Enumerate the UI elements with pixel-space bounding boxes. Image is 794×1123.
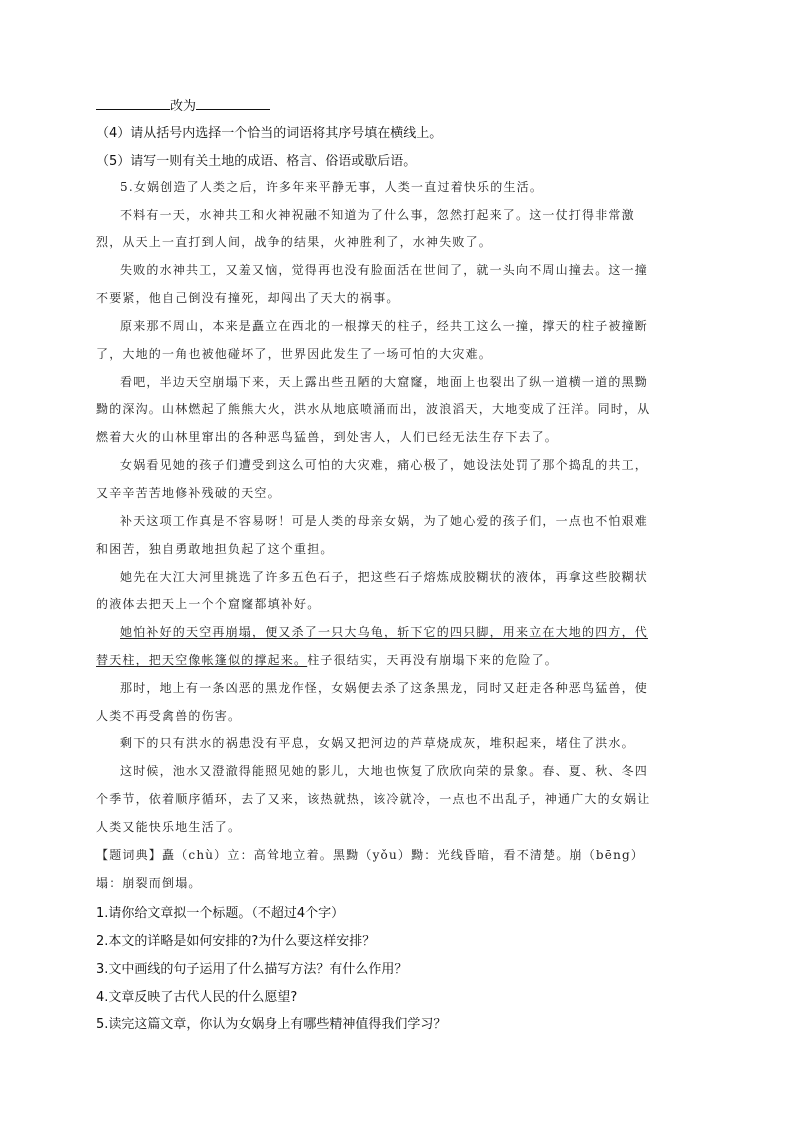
story-paragraph-3-line-2: 不要紧，他自己倒没有撞死，却闯出了天大的祸事。 xyxy=(96,291,400,305)
underlined-sentence-line-2: 替天柱，把天空像帐篷似的撑起来。 xyxy=(96,653,308,667)
story-paragraph-1: 5.女娲创造了人类之后，许多年来平静无事，人类一直过着快乐的生活。 xyxy=(120,180,544,194)
question-5-text: （5）请写一则有关土地的成语、格言、俗语或歇后语。 xyxy=(96,154,417,169)
story-paragraph-5-line-2: 黝的深沟。山林燃起了熊熊大火，洪水从地底喷涌而出，波浪滔天，大地变成了汪洋。同时，从 xyxy=(96,402,651,416)
story-paragraph-6-line-1: 女娲看见她的孩子们遭受到这么可怕的大灾难，痛心极了，她设法处罚了那个捣乱的共工， xyxy=(120,458,649,472)
question-2: 2.本文的详略是如何安排的?为什么要这样安排？ xyxy=(96,934,376,949)
story-paragraph-5-line-1: 看吧，半边天空崩塌下来，天上露出些丑陋的大窟窿，地面上也裂出了纵一道横一道的黑黝 xyxy=(120,375,649,389)
story-paragraph-10-line-1: 那时，地上有一条凶恶的黑龙作怪，女娲便去杀了这条黑龙，同时又赶走各种恶鸟猛兽，使 xyxy=(120,681,649,695)
question-1: 1.请你给文章拟一个标题。（不超过4个字） xyxy=(96,906,345,921)
story-paragraph-9-line-2 xyxy=(96,651,696,668)
story-paragraph-5-line-3: 燃着大火的山林里窜出的各种恶鸟猛兽，到处害人，人们已经无法生存下去了。 xyxy=(96,430,559,444)
story-paragraph-2-line-2: 烈，从天上一直打到人间，战争的结果，火神胜利了，水神失败了。 xyxy=(96,235,493,249)
story-paragraph-7-line-1: 补天这项工作真是不容易呀！可是人类的母亲女娲，为了她心爱的孩子们，一点也不怕艰难 xyxy=(120,514,649,528)
underlined-sentence-line-1: 她怕补好的天空再崩塌，便又杀了一只大乌龟，斩下它的四只脚，用来立在大地的四方，代 xyxy=(120,625,649,639)
question-3: 3.文中画线的句子运用了什么描写方法？有什么作用？ xyxy=(96,962,408,977)
change-to-label: 改为 xyxy=(170,99,197,114)
story-paragraph-12-line-1: 这时候，池水又澄澈得能照见她的影儿，大地也恢复了欣欣向荣的景象。春、夏、秋、冬四 xyxy=(120,764,649,778)
story-paragraph-6-line-2: 又辛辛苦苦地修补残破的天空。 xyxy=(96,486,281,500)
story-paragraph-12-line-2: 个季节，依着顺序循环，去了又来，该热就热，该冷就冷，一点也不出乱子，神通广大的女娲让 xyxy=(96,792,651,806)
question-5: 5.读完这篇文章，你认为女娲身上有哪些精神值得我们学习？ xyxy=(96,1017,447,1032)
rewrite-blank-line xyxy=(96,95,696,114)
story-paragraph-9-rest: 柱子很结实，天再没有崩塌下来的危险了。 xyxy=(307,653,559,667)
story-paragraph-8-line-2: 的液体去把天上一个个窟窿都填补好。 xyxy=(96,597,321,611)
story-paragraph-12-line-3: 人类又能快乐地生活了。 xyxy=(96,820,242,834)
glossary-line-2: 塌：崩裂而倒塌。 xyxy=(96,876,202,890)
question-4: 4.文章反映了古代人民的什么愿望? xyxy=(96,990,298,1005)
story-paragraph-2-line-1: 不料有一天，水神共工和火神祝融不知道为了什么事，忽然打起来了。这一仗打得非常激 xyxy=(120,208,635,222)
story-paragraph-8-line-1: 她先在大江大河里挑选了许多五色石子，把这些石子熔炼成胶糊状的液体，再拿这些胶糊状 xyxy=(120,570,649,584)
answer-blank-right[interactable] xyxy=(196,97,270,110)
story-paragraph-11: 剩下的只有洪水的祸患没有平息，女娲又把河边的芦草烧成灰，堆积起来，堵住了洪水。 xyxy=(120,736,635,750)
answer-blank-left[interactable] xyxy=(96,97,170,110)
glossary-line-1: 【题词典】矗（chù）立：高耸地立着。黑黝（yǒu）黝：光线昏暗，看不清楚。崩（bēng） xyxy=(96,848,645,862)
story-paragraph-10-line-2: 人类不再受禽兽的伤害。 xyxy=(96,709,242,723)
story-paragraph-4-line-1: 原来那不周山，本来是矗立在西北的一根撑天的柱子，经共工这么一撞，撑天的柱子被撞断 xyxy=(120,319,649,333)
story-paragraph-4-line-2: 了，大地的一角也被他碰坏了，世界因此发生了一场可怕的大灾难。 xyxy=(96,347,493,361)
story-paragraph-7-line-2: 和困苦，独自勇敢地担负起了这个重担。 xyxy=(96,542,334,556)
story-paragraph-3-line-1: 失败的水神共工，又羞又恼，觉得再也没有脸面活在世间了，就一头向不周山撞去。这一撞 xyxy=(120,263,649,277)
question-4-text: （4）请从括号内选择一个恰当的词语将其序号填在横线上。 xyxy=(96,126,443,141)
